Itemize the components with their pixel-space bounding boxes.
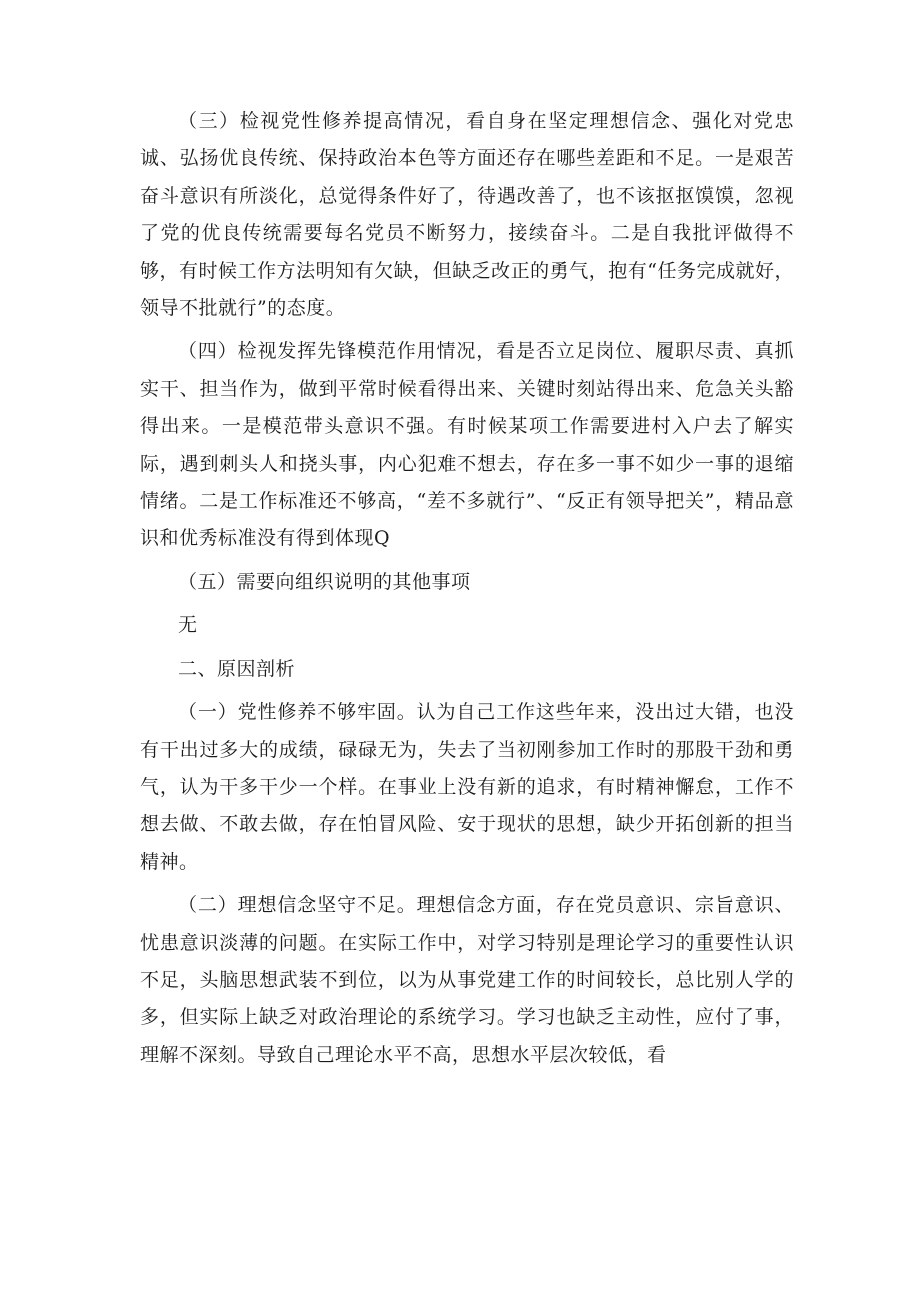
paragraph-other-matters-heading: （五）需要向组织说明的其他事项: [178, 570, 471, 593]
paragraph-vanguard-role-review: （四）检视发挥先锋模范作用情况，看是否立足岗位、履职尽责、真抓实干、担当作为，做到平常时候看得出来、关键时刻站得出来、危急关头豁得出来。一是模范带头意识不强。有时候某项工作需要进村入户去了解实际，遇到刺头人和挠头事，内心犯难不想去，存在多一事不如少一事的退缩情绪。二是工作标准还不够高，“差不多就行”、“反正有领导把关”，精品意识和优秀标准没有得到体现Q: [140, 340, 794, 550]
section-heading-cause-analysis: 二、原因剖析: [178, 657, 296, 680]
paragraph-none: 无: [178, 614, 198, 637]
paragraph-party-spirit-review: （三）检视党性修养提高情况，看自身在坚定理想信念、强化对党忠诚、弘扬优良传统、保持政治本色等方面还存在哪些差距和不足。一是艰苦奋斗意识有所淡化，总觉得条件好了，待遇改善了，也不该抠抠馍馍，忽视了党的优良传统需要每名党员不断努力，接续奋斗。二是自我批评做得不够，有时候工作方法明知有欠缺，但缺乏改正的勇气，抱有“任务完成就好，领导不批就行”的态度。: [140, 110, 794, 320]
paragraph-ideals-beliefs: （二）理想信念坚守不足。理想信念方面，存在党员意识、宗旨意识、忧患意识淡薄的问题。在实际工作中，对学习特别是理论学习的重要性认识不足，头脑思想武装不到位，以为从事党建工作的时间较长，总比别人学的多，但实际上缺乏对政治理论的系统学习。学习也缺乏主动性，应付了事，理解不深刻。导致自己理论水平不高，思想水平层次较低，看: [140, 894, 794, 1066]
document-page: [140, 103, 794, 1074]
paragraph-party-cultivation: （一）党性修养不够牢固。认为自己工作这些年来，没出过大错，也没有干出过多大的成绩，碌碌无为，失去了当初刚参加工作时的那股干劲和勇气，认为干多干少一个样。在事业上没有新的追求，有时精神懈怠，工作不想去做、不敢去做，存在怕冒风险、安于现状的思想，缺少开拓创新的担当精神。: [140, 701, 794, 873]
